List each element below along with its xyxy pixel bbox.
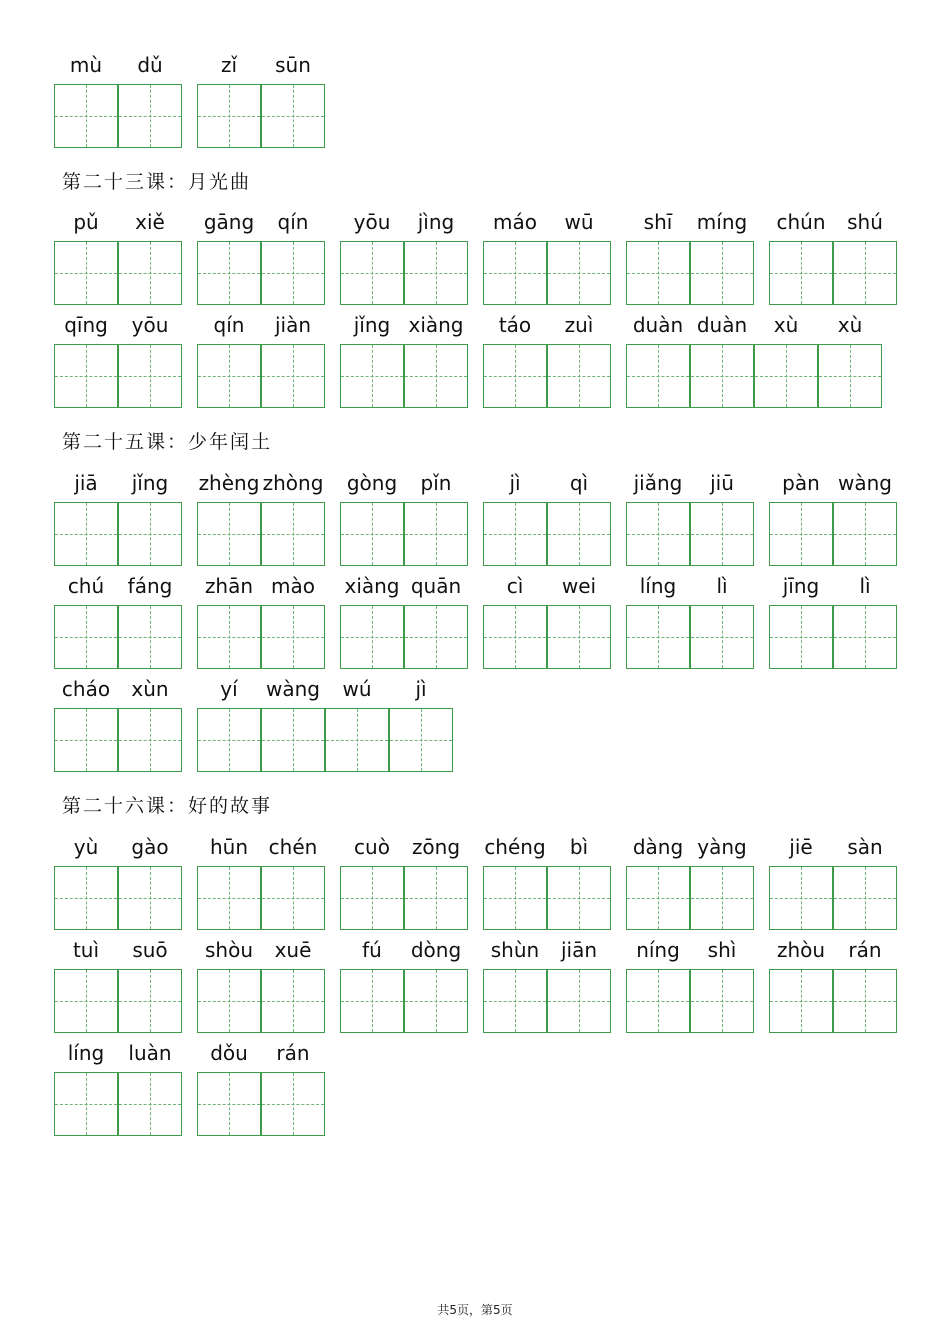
writing-grid-cell[interactable] [197,344,261,408]
writing-grid-cell[interactable] [389,708,453,772]
pinyin-label: gào [131,835,169,859]
writing-grid-cell[interactable] [626,502,690,566]
pinyin-label: cháo [61,677,111,701]
writing-grid-cell[interactable] [261,241,325,305]
writing-grid-cell[interactable] [54,1072,118,1136]
pinyin-label: bì [569,835,589,859]
writing-grid-cell[interactable] [54,605,118,669]
word-row [0,313,950,409]
pinyin-label: chéng [484,835,546,859]
writing-grid-cell[interactable] [833,866,897,930]
pinyin-label: pǔ [73,210,99,234]
pinyin-label: wei [561,574,597,598]
writing-grid-cell[interactable] [754,344,818,408]
pinyin-label: mù [69,53,103,77]
writing-grid-cell[interactable] [547,502,611,566]
writing-grid-cell[interactable] [261,1072,325,1136]
pinyin-label: wú [342,677,372,701]
writing-grid-cell[interactable] [833,241,897,305]
pinyin-label: dàng [632,835,684,859]
pinyin-label: zuì [564,313,594,337]
pinyin-label: xù [773,313,799,337]
writing-grid-cell[interactable] [833,502,897,566]
writing-grid-cell[interactable] [261,605,325,669]
pinyin-label: qín [277,210,309,234]
writing-grid-cell[interactable] [769,502,833,566]
writing-grid-cell[interactable] [118,502,182,566]
pinyin-label: shì [707,938,737,962]
writing-grid-cell[interactable] [197,605,261,669]
writing-grid-cell[interactable] [261,708,325,772]
writing-grid-cell[interactable] [769,866,833,930]
pinyin-label: qín [213,313,245,337]
pinyin-label: fáng [127,574,173,598]
writing-grid-cell[interactable] [340,344,404,408]
word-row [0,677,950,773]
writing-grid-cell[interactable] [54,241,118,305]
pinyin-label: xiàng [344,574,400,598]
pinyin-label: sūn [275,53,311,77]
writing-grid-cell[interactable] [325,708,389,772]
pinyin-label: xuē [274,938,312,962]
writing-grid-cell[interactable] [340,605,404,669]
writing-grid-cell[interactable] [483,866,547,930]
writing-grid-cell[interactable] [54,502,118,566]
pinyin-label: suō [132,938,168,962]
pinyin-label: rán [848,938,882,962]
pinyin-label: cì [506,574,524,598]
pinyin-label: shī [643,210,673,234]
pinyin-label: máo [493,210,537,234]
pinyin-label: zōng [411,835,461,859]
pinyin-label: pàn [782,471,820,495]
writing-grid-cell[interactable] [690,344,754,408]
writing-grid-cell[interactable] [197,84,261,148]
pinyin-label: yàng [697,835,747,859]
pinyin-label: níng [636,938,680,962]
pinyin-label: jiǎng [633,471,683,495]
pinyin-label: chún [776,210,826,234]
pinyin-label: xù [837,313,863,337]
page-footer: 共5页，第5页 [437,1303,513,1317]
writing-grid-cell[interactable] [833,969,897,1033]
pinyin-label: zhòu [776,938,826,962]
writing-grid-cell[interactable] [118,605,182,669]
lesson-title: 第二十六课：好的故事 [62,795,273,817]
pinyin-label: jiū [710,471,734,495]
pinyin-label: qì [569,471,589,495]
writing-grid-cell[interactable] [118,1072,182,1136]
writing-grid-cell[interactable] [404,241,468,305]
writing-grid-cell[interactable] [626,605,690,669]
pinyin-label: chú [67,574,105,598]
word-row [0,53,950,149]
writing-grid-cell[interactable] [197,1072,261,1136]
pinyin-label: jǐng [131,471,169,495]
writing-grid-cell[interactable] [626,344,690,408]
pinyin-label: mào [271,574,315,598]
pinyin-label: yí [220,677,238,701]
writing-grid-cell[interactable] [197,241,261,305]
pinyin-label: dǔ [137,53,163,77]
writing-grid-cell[interactable] [547,866,611,930]
writing-grid-cell[interactable] [547,241,611,305]
pinyin-label: sàn [847,835,883,859]
writing-grid-cell[interactable] [197,708,261,772]
writing-grid-cell[interactable] [54,866,118,930]
pinyin-label: jīng [782,574,820,598]
writing-grid-cell[interactable] [54,84,118,148]
writing-grid-cell[interactable] [404,344,468,408]
writing-grid-cell[interactable] [54,344,118,408]
pinyin-label: dòng [410,938,462,962]
lesson-title: 第二十五课：少年闰土 [62,431,273,453]
writing-grid-cell[interactable] [690,241,754,305]
writing-grid-cell[interactable] [769,241,833,305]
word-row [0,835,950,931]
pinyin-label: zhòng [262,471,324,495]
pinyin-label: xùn [131,677,169,701]
pinyin-label: wū [564,210,594,234]
writing-grid-cell[interactable] [197,502,261,566]
pinyin-label: shùn [490,938,540,962]
pinyin-label: shú [847,210,883,234]
pinyin-label: wàng [838,471,892,495]
pinyin-label: zhèng [198,471,260,495]
writing-grid-cell[interactable] [404,969,468,1033]
pinyin-label: lì [859,574,871,598]
pinyin-label: tuì [72,938,100,962]
writing-grid-cell[interactable] [340,241,404,305]
writing-grid-cell[interactable] [626,241,690,305]
pinyin-label: xiàng [408,313,464,337]
writing-grid-cell[interactable] [261,969,325,1033]
pinyin-label: yù [73,835,99,859]
word-row [0,210,950,306]
word-row [0,1041,950,1137]
pinyin-label: chén [268,835,318,859]
writing-grid-cell[interactable] [118,969,182,1033]
writing-grid-cell[interactable] [547,344,611,408]
pinyin-label: luàn [128,1041,172,1065]
writing-grid-cell[interactable] [118,84,182,148]
writing-grid-cell[interactable] [261,344,325,408]
writing-grid-cell[interactable] [118,241,182,305]
writing-grid-cell[interactable] [483,241,547,305]
writing-grid-cell[interactable] [833,605,897,669]
writing-grid-cell[interactable] [261,502,325,566]
writing-grid-cell[interactable] [261,84,325,148]
pinyin-label: jǐng [353,313,391,337]
lesson-title: 第二十三课：月光曲 [62,171,252,193]
pinyin-label: duàn [632,313,684,337]
word-row [0,574,950,670]
writing-grid-cell[interactable] [340,866,404,930]
pinyin-label: táo [498,313,532,337]
writing-grid-cell[interactable] [340,502,404,566]
pinyin-label: xiě [135,210,165,234]
pinyin-label: pǐn [420,471,452,495]
writing-grid-cell[interactable] [404,502,468,566]
writing-grid-cell[interactable] [483,969,547,1033]
word-row [0,471,950,567]
writing-grid-cell[interactable] [340,969,404,1033]
writing-grid-cell[interactable] [197,969,261,1033]
writing-grid-cell[interactable] [197,866,261,930]
pinyin-label: fú [362,938,382,962]
pinyin-label: zǐ [220,53,238,77]
writing-grid-cell[interactable] [690,605,754,669]
writing-grid-cell[interactable] [483,605,547,669]
pinyin-label: gòng [346,471,398,495]
writing-grid-cell[interactable] [404,605,468,669]
pinyin-label: dǒu [210,1041,248,1065]
pinyin-label: cuò [354,835,390,859]
pinyin-label: gāng [203,210,255,234]
writing-grid-cell[interactable] [769,969,833,1033]
pinyin-label: jiā [74,471,98,495]
writing-grid-cell[interactable] [547,605,611,669]
pinyin-label: jìng [417,210,455,234]
pinyin-label: jì [509,471,521,495]
pinyin-label: rán [276,1041,310,1065]
writing-grid-cell[interactable] [690,502,754,566]
pinyin-label: lì [716,574,728,598]
writing-grid-cell[interactable] [118,344,182,408]
writing-grid-cell[interactable] [769,605,833,669]
pinyin-label: wàng [266,677,320,701]
pinyin-label: qīng [64,313,108,337]
pinyin-label: líng [67,1041,105,1065]
writing-grid-cell[interactable] [54,969,118,1033]
pinyin-label: jiē [789,835,813,859]
pinyin-label: shòu [204,938,253,962]
pinyin-label: yōu [131,313,169,337]
pinyin-label: yōu [353,210,391,234]
pinyin-label: jiàn [274,313,312,337]
writing-grid-cell[interactable] [626,969,690,1033]
writing-grid-cell[interactable] [404,866,468,930]
writing-grid-cell[interactable] [54,708,118,772]
writing-grid-cell[interactable] [118,866,182,930]
pinyin-label: míng [696,210,748,234]
writing-grid-cell[interactable] [690,969,754,1033]
writing-grid-cell[interactable] [818,344,882,408]
pinyin-label: quān [410,574,462,598]
writing-grid-cell[interactable] [626,866,690,930]
word-row [0,938,950,1034]
writing-grid-cell[interactable] [483,502,547,566]
writing-grid-cell[interactable] [261,866,325,930]
pinyin-label: duàn [696,313,748,337]
pinyin-label: jì [415,677,427,701]
pinyin-label: zhān [204,574,254,598]
pinyin-label: hūn [209,835,249,859]
pinyin-label: jiān [560,938,598,962]
writing-grid-cell[interactable] [483,344,547,408]
writing-grid-cell[interactable] [690,866,754,930]
writing-grid-cell[interactable] [118,708,182,772]
writing-grid-cell[interactable] [547,969,611,1033]
pinyin-label: líng [639,574,677,598]
